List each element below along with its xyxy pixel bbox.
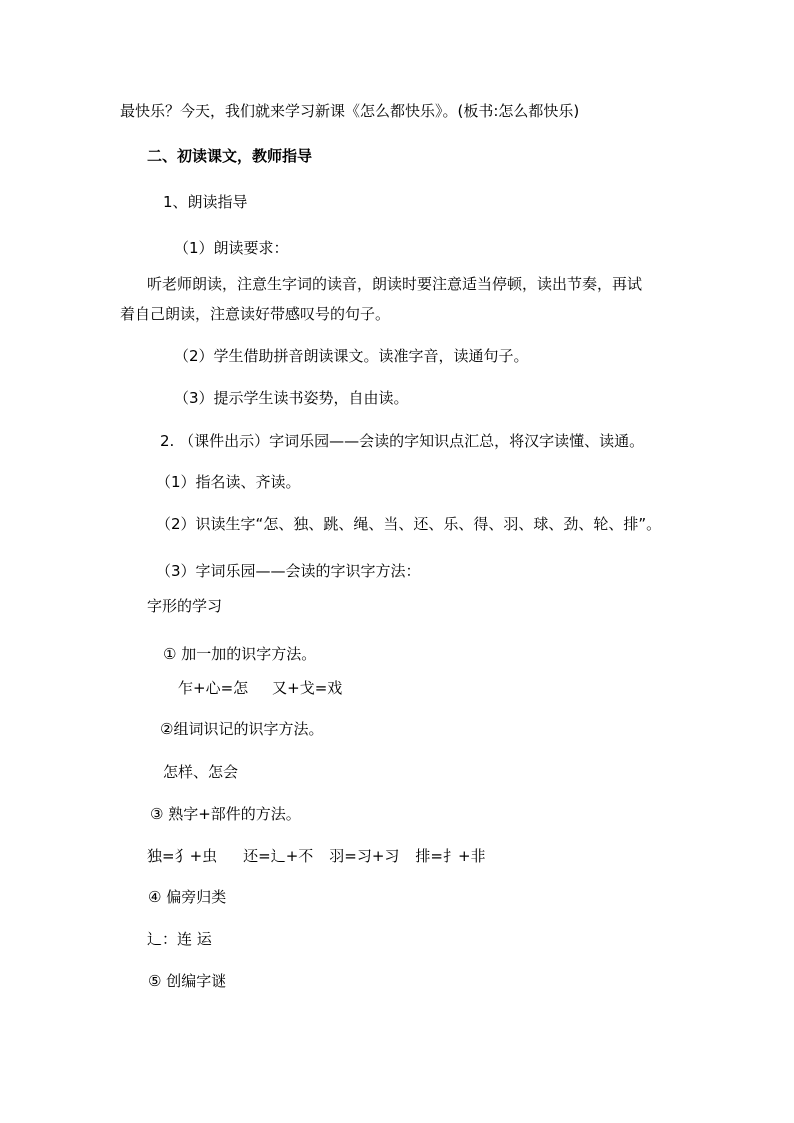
example-row-1 [178, 678, 342, 698]
example-row-2: 怎样、怎会 [163, 763, 239, 781]
example-3c: 羽=习+习 [329, 847, 400, 865]
glyph-study-heading: 字形的学习 [147, 597, 223, 615]
example-row-4: 辶：连 运 [147, 930, 212, 948]
method-5: ⑤ 创编字谜 [148, 972, 227, 990]
method-4: ④ 偏旁归类 [148, 888, 227, 906]
item-2-3: （3）字词乐园——会读的字识字方法： [156, 562, 421, 580]
paragraph-line-2: 着自己朗读，注意读好带感叹号的句子。 [120, 305, 391, 323]
subsection-2: 2. （课件出示）字词乐园——会读的字知识点汇总，将汉字读懂、读通。 [160, 432, 645, 450]
example-1a: 乍+心=怎 [178, 679, 249, 697]
subsection-1: 1、朗读指导 [163, 193, 248, 211]
method-1: ① 加一加的识字方法。 [163, 645, 317, 663]
example-1b: 又+戈=戏 [272, 679, 343, 697]
item-2-2: （2）识读生字“怎、独、跳、绳、当、还、乐、得、羽、球、劲、轮、排”。 [156, 515, 662, 533]
item-1-2: （2）学生借助拼音朗读课文。读准字音，读通句子。 [174, 347, 529, 365]
item-1-1: （1）朗读要求： [174, 239, 289, 257]
example-3a: 独=犭+虫 [147, 847, 218, 865]
example-3b: 还=辶+不 [243, 847, 314, 865]
item-1-3: （3）提示学生读书姿势，自由读。 [174, 389, 409, 407]
item-2-1: （1）指名读、齐读。 [156, 473, 301, 491]
section-heading-2: 二、初读课文，教师指导 [147, 147, 313, 165]
intro-line: 最快乐？今天，我们就来学习新课《怎么都快乐》。(板书:怎么都快乐) [120, 102, 580, 120]
paragraph-line-1: 听老师朗读，注意生字词的读音，朗读时要注意适当停顿，读出节奏，再试 [147, 275, 643, 293]
example-row-3 [147, 846, 486, 866]
method-3: ③ 熟字+部件的方法。 [150, 805, 301, 823]
method-2: ②组词识记的识字方法。 [160, 720, 324, 738]
example-3d: 排=扌+非 [415, 847, 486, 865]
